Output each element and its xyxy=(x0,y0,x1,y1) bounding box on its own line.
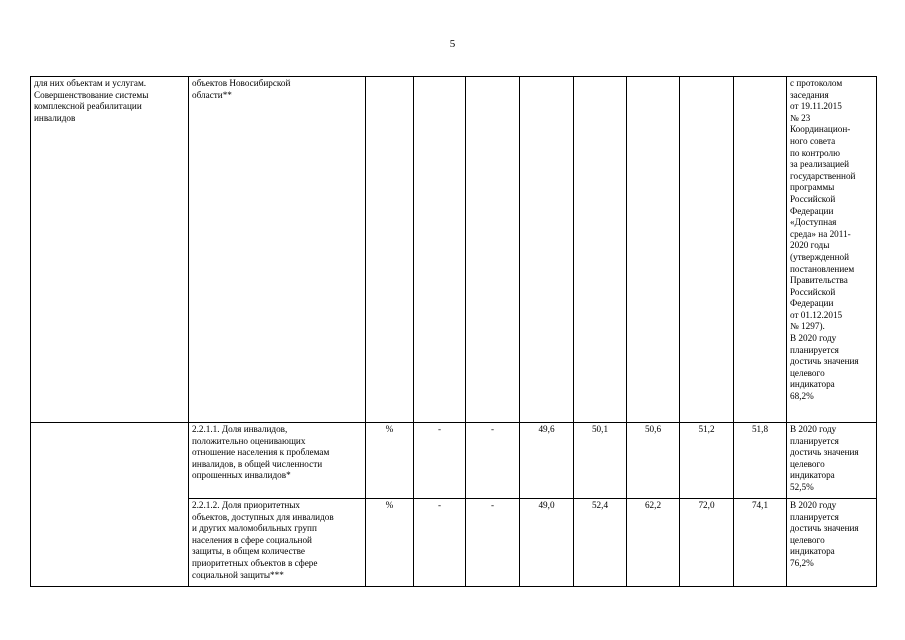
table-row xyxy=(31,423,877,499)
value-cell: 72,0 xyxy=(680,499,734,587)
goal-cell xyxy=(31,423,189,587)
unit-cell: % xyxy=(366,499,414,587)
value-cell: 52,4 xyxy=(574,499,627,587)
value-cell: - xyxy=(414,499,466,587)
value-cell: 49,0 xyxy=(520,499,574,587)
goal-cell xyxy=(31,77,189,423)
note-cell xyxy=(787,423,877,499)
note-text: В 2020 году планируется достичь значения целевого индикатора 52,5% xyxy=(790,424,859,492)
indicator-text: 2.2.1.2. Доля приоритетных объектов, доступных для инвалидов и других маломобильных групп населения в сфере социальной защиты, в общем количестве приоритетных объектов в сфере социальной защиты*** xyxy=(192,500,334,580)
value-cell xyxy=(574,77,627,423)
value-cell: 51,2 xyxy=(680,423,734,499)
value-cell: 62,2 xyxy=(627,499,680,587)
value-cell: 49,6 xyxy=(520,423,574,499)
goal-text: для них объектам и услугам. Совершенствование системы комплексной реабилитации инвалидов xyxy=(34,78,149,123)
indicator-cell xyxy=(189,77,366,423)
value-cell xyxy=(414,77,466,423)
note-text: с протоколом заседания от 19.11.2015 № 23 Координацион- ного совета по контролю за реализацией государственной программы Российской Федерации «Доступная среда» на 2011- 2020 годы (утвержденной постановлением Правительства Российской Федерации от 01.12.2015 № 1297). В 2020 году планируется достичь значения целевого индикатора 68,2% xyxy=(790,78,859,402)
unit-cell xyxy=(366,77,414,423)
value-cell: 51,8 xyxy=(734,423,787,499)
value-cell xyxy=(520,77,574,423)
value-cell xyxy=(627,77,680,423)
value-cell xyxy=(680,77,734,423)
indicator-cell xyxy=(189,499,366,587)
indicator-cell xyxy=(189,423,366,499)
note-text: В 2020 году планируется достичь значения целевого индикатора 76,2% xyxy=(790,500,859,568)
value-cell xyxy=(734,77,787,423)
value-cell: - xyxy=(466,499,520,587)
value-cell: - xyxy=(466,423,520,499)
note-cell xyxy=(787,499,877,587)
value-cell: 50,1 xyxy=(574,423,627,499)
page-number: 5 xyxy=(449,38,456,50)
indicators-table xyxy=(30,76,877,587)
value-cell: 50,6 xyxy=(627,423,680,499)
note-cell xyxy=(787,77,877,423)
value-cell: 74,1 xyxy=(734,499,787,587)
value-cell: - xyxy=(414,423,466,499)
unit-cell: % xyxy=(366,423,414,499)
value-cell xyxy=(466,77,520,423)
indicator-text: 2.2.1.1. Доля инвалидов, положительно оценивающих отношение населения к проблемам инвалидов, в общей численности опрошенных инвалидов* xyxy=(192,424,330,481)
indicator-text: объектов Новосибирской области** xyxy=(192,78,291,100)
table-row xyxy=(31,77,877,423)
